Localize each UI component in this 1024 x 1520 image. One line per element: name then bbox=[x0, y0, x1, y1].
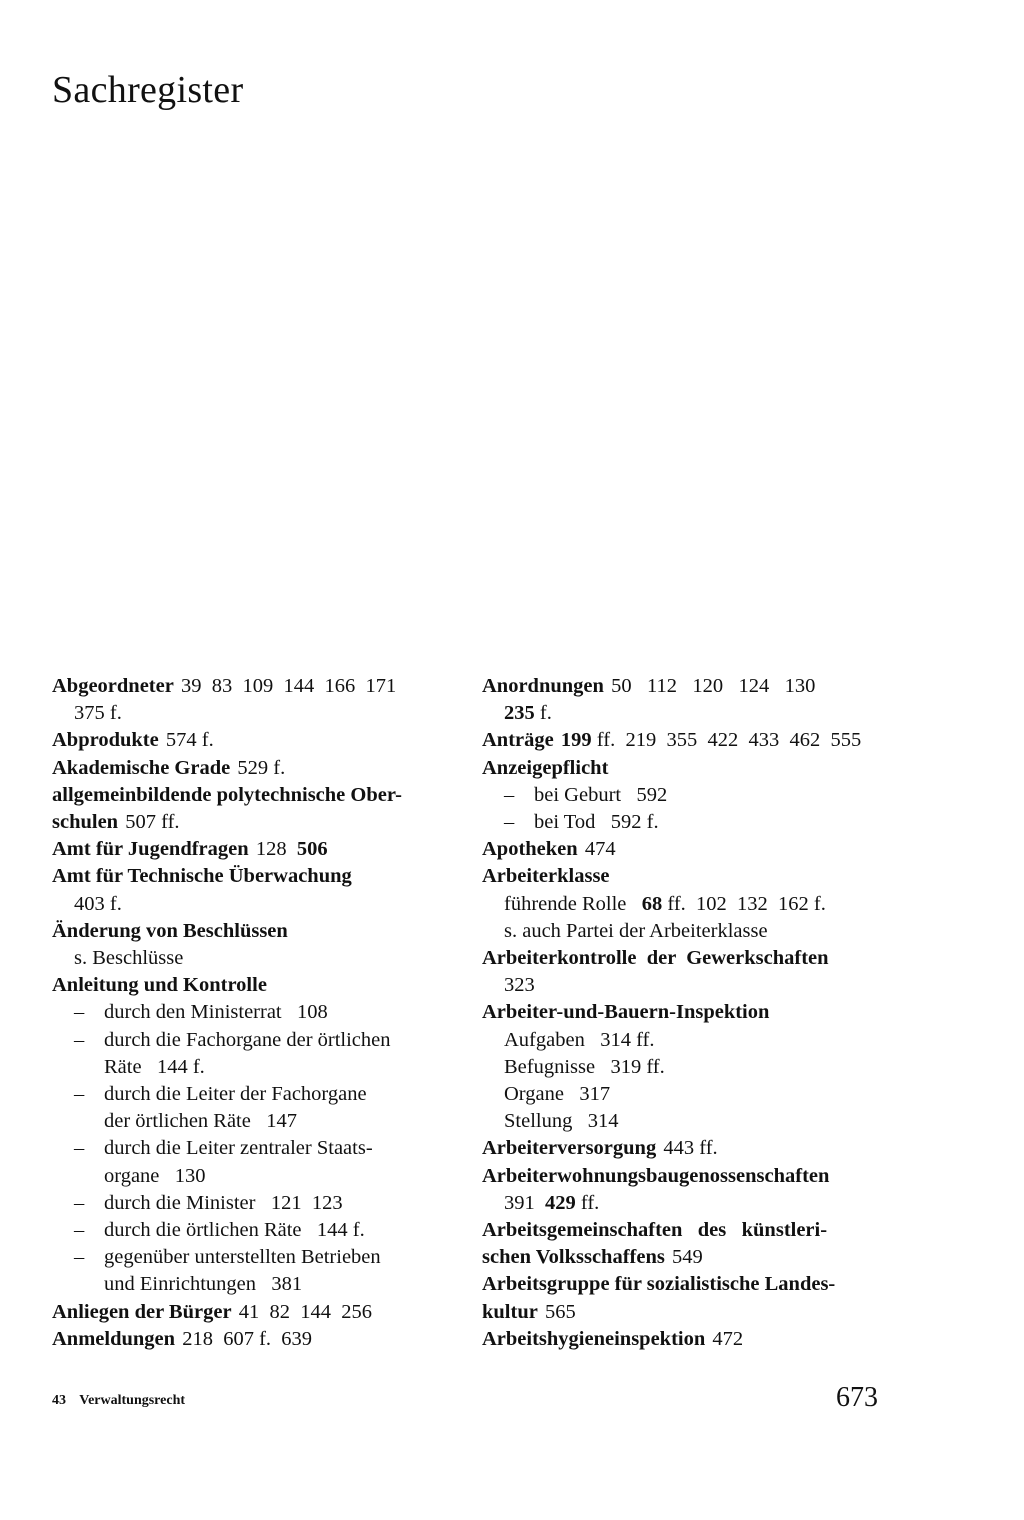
sheet-number: 43 bbox=[52, 1393, 66, 1408]
index-heading-line bbox=[52, 918, 462, 945]
index-term: Anliegen der Bürger bbox=[52, 1300, 232, 1323]
index-subentry: 323 bbox=[504, 974, 535, 997]
index-heading-line bbox=[482, 1217, 892, 1244]
index-subentry: Organe 317 bbox=[504, 1083, 611, 1106]
index-entry bbox=[482, 836, 892, 863]
index-entry bbox=[482, 1271, 892, 1325]
index-term: Amt für Technische Überwachung bbox=[52, 865, 352, 888]
index-term: allgemeinbildende polytechnische Ober- bbox=[52, 783, 403, 806]
index-term: Amt für Jugendfragen bbox=[52, 838, 249, 861]
index-entry bbox=[482, 1326, 892, 1353]
dash-marker: – bbox=[504, 811, 515, 834]
index-heading-line bbox=[52, 1299, 462, 1326]
index-entry bbox=[482, 1163, 892, 1217]
index-subentry: – durch den Ministerrat 108 bbox=[52, 999, 462, 1026]
page-refs: 218 607 f. 639 bbox=[182, 1327, 313, 1350]
page-refs: 50 112 120 124 130 bbox=[611, 675, 816, 697]
index-entry bbox=[482, 1217, 892, 1271]
page-refs: 474 bbox=[584, 838, 616, 861]
index-subentry: 403 f. bbox=[74, 892, 122, 915]
index-entry bbox=[52, 863, 462, 917]
page-number: 673 bbox=[836, 1382, 878, 1413]
index-subentry: s. Beschlüsse bbox=[74, 947, 184, 970]
index-heading-line bbox=[482, 1244, 892, 1271]
index-term: kultur bbox=[482, 1300, 538, 1323]
index-subentry-continuation: organe 130 bbox=[104, 1164, 206, 1187]
dash-marker: – bbox=[74, 1191, 85, 1214]
index-subentry-continuation: Räte 144 f. bbox=[104, 1055, 205, 1078]
index-term: Arbeiterklasse bbox=[482, 865, 610, 888]
index-entry bbox=[52, 782, 462, 836]
index-entry bbox=[52, 727, 462, 754]
index-term: Arbeitshygieneinspektion bbox=[482, 1327, 706, 1350]
page-refs: 199 ff. 219 355 422 433 462 555 bbox=[560, 729, 862, 752]
index-heading-line bbox=[482, 863, 892, 890]
index-heading-line bbox=[482, 836, 892, 863]
dash-marker: – bbox=[74, 1246, 85, 1269]
dash-marker: – bbox=[74, 1137, 85, 1160]
index-column-right bbox=[482, 673, 892, 1353]
index-subentry: Befugnisse 319 ff. bbox=[504, 1055, 665, 1078]
index-term: Arbeiterversorgung bbox=[482, 1137, 657, 1160]
index-entry bbox=[52, 673, 462, 727]
index-term: Apotheken bbox=[482, 838, 578, 861]
index-entry bbox=[482, 999, 892, 1135]
dash-marker: – bbox=[74, 1219, 85, 1242]
index-subentry: – durch die Minister 121 123 bbox=[52, 1190, 462, 1217]
index-term: schen Volksschaffens bbox=[482, 1246, 665, 1269]
index-term: Anzeigepflicht bbox=[482, 756, 609, 779]
index-term: Anmeldungen bbox=[52, 1327, 176, 1350]
index-term: Anordnungen bbox=[482, 675, 604, 697]
index-heading-line bbox=[482, 999, 892, 1026]
index-heading-line bbox=[482, 727, 892, 754]
index-term: Abgeordneter bbox=[52, 675, 174, 697]
index-heading-line bbox=[482, 1326, 892, 1353]
page-refs: 565 bbox=[545, 1300, 576, 1323]
index-heading-line bbox=[52, 727, 462, 754]
index-subentry: 235 f. bbox=[504, 702, 552, 725]
index-heading-line bbox=[482, 1299, 892, 1326]
index-heading-line bbox=[482, 673, 892, 700]
page-refs: 39 83 109 144 166 171 bbox=[181, 675, 397, 697]
running-title: Verwaltungsrecht bbox=[79, 1393, 186, 1408]
index-term: Arbeiterwohnungsbaugenossenschaften bbox=[482, 1164, 830, 1187]
dash-marker: – bbox=[74, 1083, 85, 1106]
index-heading-line bbox=[482, 1135, 892, 1162]
page-title: Sachregister bbox=[52, 69, 244, 111]
index-term: Arbeitsgemeinschaften des künstleri- bbox=[482, 1219, 828, 1242]
page-ref-primary: 235 bbox=[504, 702, 535, 725]
index-term: Akademische Grade bbox=[52, 756, 231, 779]
dash-marker: – bbox=[504, 783, 515, 806]
page-ref-primary: 68 bbox=[641, 892, 663, 915]
page-refs: 443 ff. bbox=[663, 1137, 718, 1160]
index-entry bbox=[52, 972, 462, 1298]
index-subentry: – durch die Fachorgane der örtlichen bbox=[52, 1027, 462, 1054]
index-entry bbox=[482, 1135, 892, 1162]
index-heading-line bbox=[52, 755, 462, 782]
index-heading-line bbox=[52, 863, 462, 890]
index-entry bbox=[482, 727, 892, 754]
index-heading-line bbox=[52, 782, 462, 809]
index-subentry: – bei Tod 592 f. bbox=[482, 809, 892, 836]
index-entry bbox=[482, 863, 892, 945]
index-term: Arbeitsgruppe für sozialistische Landes- bbox=[482, 1273, 836, 1296]
index-term: schulen bbox=[52, 811, 119, 834]
index-subentry: – durch die Leiter zentraler Staats- bbox=[52, 1135, 462, 1162]
index-entry bbox=[52, 1326, 462, 1353]
page-refs: 507 ff. bbox=[125, 811, 180, 834]
index-subentry-continuation: und Einrichtungen 381 bbox=[104, 1273, 303, 1296]
index-heading-line bbox=[52, 972, 462, 999]
index-subentry: 391 429 ff. bbox=[504, 1191, 600, 1214]
page-refs: 529 f. bbox=[237, 756, 286, 779]
index-term: Anträge bbox=[482, 729, 554, 752]
index-entry bbox=[52, 836, 462, 863]
page-refs: 574 f. bbox=[165, 729, 214, 752]
index-entry bbox=[52, 755, 462, 782]
index-subentry: – durch die Leiter der Fachorgane bbox=[52, 1081, 462, 1108]
dash-marker: – bbox=[74, 1028, 85, 1051]
index-heading-line bbox=[52, 1326, 462, 1353]
index-term: Abprodukte bbox=[52, 729, 159, 752]
index-heading-line bbox=[52, 836, 462, 863]
index-subentry: Aufgaben 314 ff. bbox=[504, 1028, 655, 1051]
page-ref-primary: 199 bbox=[560, 729, 592, 752]
index-heading-line bbox=[52, 673, 462, 700]
page-refs: 128 506 bbox=[255, 838, 328, 861]
index-subentry: – bei Geburt 592 bbox=[482, 782, 892, 809]
index-heading-line bbox=[482, 1271, 892, 1298]
dash-marker: – bbox=[74, 1001, 85, 1024]
index-heading-line bbox=[52, 809, 462, 836]
page-ref-primary: 429 bbox=[545, 1191, 576, 1214]
footer-signature bbox=[52, 1393, 185, 1409]
page-refs: 549 bbox=[672, 1246, 703, 1269]
page-refs: 41 82 144 256 bbox=[238, 1300, 372, 1323]
index-term: Anleitung und Kontrolle bbox=[52, 974, 267, 997]
index-subentry: – durch die örtlichen Räte 144 f. bbox=[52, 1217, 462, 1244]
index-column-left bbox=[52, 673, 462, 1353]
index-entry bbox=[52, 918, 462, 972]
index-heading-line bbox=[482, 1163, 892, 1190]
index-entry bbox=[482, 945, 892, 999]
index-subentry: führende Rolle 68 ff. 102 132 162 f. bbox=[504, 892, 826, 915]
page-ref-primary: 506 bbox=[296, 838, 328, 861]
index-term: Arbeiterkontrolle der Gewerkschaften bbox=[482, 947, 829, 970]
page-refs: 472 bbox=[712, 1327, 744, 1350]
index-term: Arbeiter-und-Bauern-Inspektion bbox=[482, 1001, 770, 1024]
index-subentry-continuation: der örtlichen Räte 147 bbox=[104, 1110, 297, 1133]
index-subentry: 375 f. bbox=[74, 702, 122, 725]
index-subentry: – gegenüber unterstellten Betrieben bbox=[52, 1244, 462, 1271]
index-entry bbox=[482, 673, 892, 727]
index-entry bbox=[52, 1299, 462, 1326]
index-heading-line bbox=[482, 755, 892, 782]
index-term: Änderung von Beschlüssen bbox=[52, 919, 288, 942]
index-entry bbox=[482, 755, 892, 837]
index-heading-line bbox=[482, 945, 892, 972]
index-subentry: Stellung 314 bbox=[504, 1110, 619, 1133]
index-subentry: s. auch Partei der Arbeiterklasse bbox=[504, 919, 768, 942]
